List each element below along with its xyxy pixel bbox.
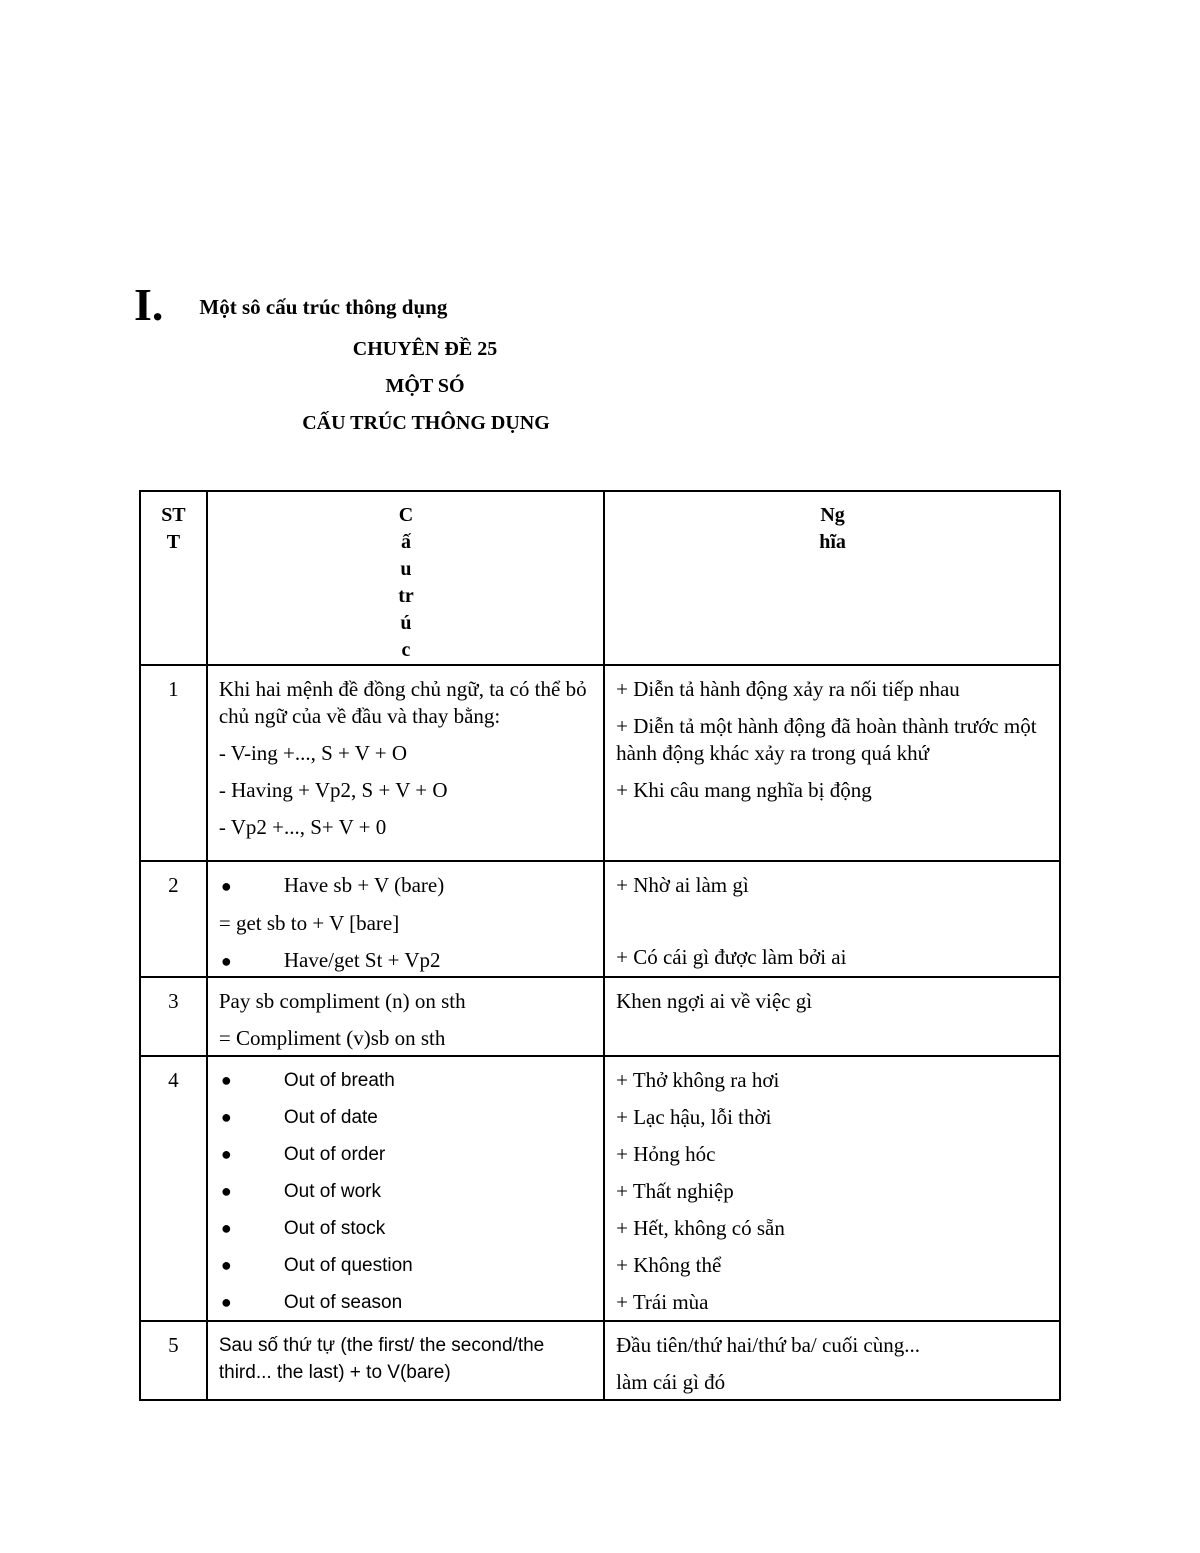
bullet-icon: ● xyxy=(220,876,232,896)
bullet-icon: ● xyxy=(220,1070,232,1090)
structure-cell: Pay sb compliment (n) on sth = Compliment (v)sb on sth xyxy=(207,977,604,1056)
meaning-cell: + Thở không ra hơi + Lạc hậu, lỗi thời + Hỏng hóc + Thất nghiệp + Hết, không có sẵn + Không thể + Trái mùa xyxy=(604,1056,1060,1321)
bullet-icon: ● xyxy=(220,1255,232,1275)
bullet-item: ● Out of date xyxy=(219,1104,593,1131)
bullet-item: ● Out of order xyxy=(219,1141,593,1168)
bullet-item: ● Out of stock xyxy=(219,1215,593,1242)
meaning-cell: + Nhờ ai làm gì + Có cái gì được làm bởi ai xyxy=(604,861,1060,977)
structure-cell xyxy=(207,1056,604,1321)
section-numeral: I. xyxy=(134,279,164,330)
row-number: 1 xyxy=(140,665,207,861)
structure-cell: Khi hai mệnh đề đồng chủ ngữ, ta có thể bỏ chủ ngữ của về đầu và thay bằng: - V-ing +..., S + V + O - Having + Vp2, S + V + O - Vp2 +..., S+ V + 0 xyxy=(207,665,604,861)
meaning-cell: Khen ngợi ai về việc gì xyxy=(604,977,1060,1056)
bullet-icon: ● xyxy=(220,1181,232,1201)
bullet-item: ● Have sb + V (bare) xyxy=(219,872,593,900)
table-row xyxy=(140,1056,1060,1321)
header-stt: ST T xyxy=(140,491,207,665)
structure-cell: Sau số thứ tự (the first/ the second/the third... the last) + to V(bare) xyxy=(207,1321,604,1400)
bullet-icon: ● xyxy=(220,1107,232,1127)
bullet-item: ● Have/get St + Vp2 xyxy=(219,947,593,975)
section-heading xyxy=(134,279,448,330)
row-number: 4 xyxy=(140,1056,207,1321)
row-number: 3 xyxy=(140,977,207,1056)
header-structure: C ấ u tr ú c xyxy=(207,491,604,665)
header-meaning: Ng hĩa xyxy=(604,491,1060,665)
table-row xyxy=(140,861,1060,977)
bullet-icon: ● xyxy=(220,1144,232,1164)
structures-table xyxy=(139,490,1061,1401)
topic-title: CHUYÊN ĐỀ 25 xyxy=(352,338,498,360)
meaning-cell: + Diễn tả hành động xảy ra nối tiếp nhau + Diễn tả một hành động đã hoàn thành trước một hành động khác xảy ra trong quá khứ + Khi câu mang nghĩa bị động xyxy=(604,665,1060,861)
row-number: 2 xyxy=(140,861,207,977)
section-title: Một sô cấu trúc thông dụng xyxy=(199,295,448,319)
bullet-icon: ● xyxy=(220,1292,232,1312)
meaning-cell: Đầu tiên/thứ hai/thứ ba/ cuối cùng... làm cái gì đó xyxy=(604,1321,1060,1400)
topic-subtitle-2: CẤU TRÚC THÔNG DỤNG xyxy=(302,412,550,434)
bullet-icon: ● xyxy=(220,951,232,971)
bullet-item: ● Out of work xyxy=(219,1178,593,1205)
bullet-item: ● Out of season xyxy=(219,1289,593,1316)
bullet-item: ● Out of breath xyxy=(219,1067,593,1094)
bullet-icon: ● xyxy=(220,1218,232,1238)
table-row xyxy=(140,665,1060,861)
structure-cell: ● Have sb + V (bare) = get sb to + V [bare] ● Have/get St + Vp2 xyxy=(207,861,604,977)
table-header-row xyxy=(140,491,1060,665)
row-number: 5 xyxy=(140,1321,207,1400)
table-row xyxy=(140,1321,1060,1400)
table-row xyxy=(140,977,1060,1056)
topic-subtitle: MỘT SÓ xyxy=(385,375,465,397)
bullet-item: ● Out of question xyxy=(219,1252,593,1279)
